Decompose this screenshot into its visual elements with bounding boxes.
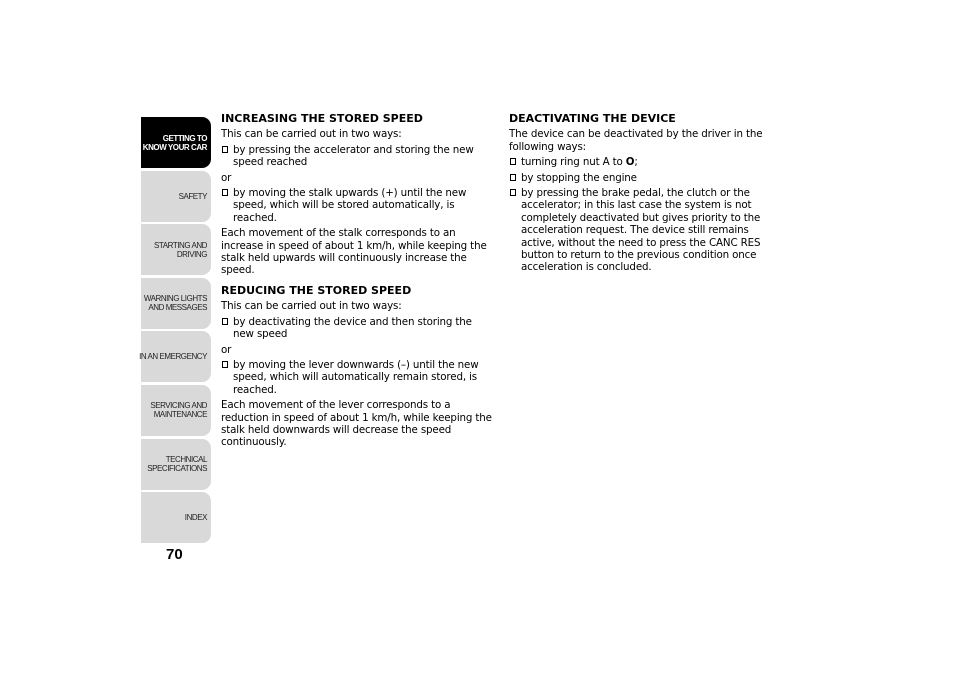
tab-label-line: MAINTENANCE — [153, 410, 207, 420]
paragraph: Each movement of the stalk corresponds to an increase in speed of about 1 km/h, while keeping the stalk held upwards will continuously increase the speed. — [221, 227, 487, 277]
list-item-text-part: ; — [634, 156, 638, 169]
tab-label-line: WARNING LIGHTS — [143, 294, 207, 304]
tab-label-line: TECHNICAL — [165, 455, 207, 465]
list-item — [509, 172, 781, 184]
tab-servicing-and-maintenance[interactable] — [141, 385, 211, 436]
tab-getting-to-know-your-car[interactable] — [141, 117, 211, 168]
section-heading-increasing: INCREASING THE STORED SPEED — [221, 112, 423, 125]
chapter-tabs — [141, 117, 211, 546]
right-column — [509, 113, 781, 277]
tab-label-line: STARTING AND — [154, 240, 207, 250]
tab-warning-lights[interactable] — [141, 278, 211, 329]
tab-label-line: SPECIFICATIONS — [147, 464, 207, 474]
paragraph: The device can be deactivated by the driver in the following ways: — [509, 128, 763, 153]
tab-label-line: KNOW YOUR CAR — [142, 142, 207, 152]
ring-nut-position: O — [625, 156, 635, 169]
tab-starting-and-driving[interactable] — [141, 224, 211, 275]
list-item — [221, 316, 493, 341]
paragraph: or — [221, 171, 232, 184]
list-item-text: by moving the stalk upwards (+) until the new speed, which will be stored automatically, is reached. — [233, 187, 467, 224]
paragraph: This can be carried out in two ways: — [221, 128, 402, 141]
list-item — [509, 187, 781, 274]
tab-safety[interactable] — [141, 171, 211, 222]
tab-label-line: IN AN EMERGENCY — [139, 352, 207, 362]
list-item-text-part: turning ring nut A to — [521, 156, 626, 169]
page-number: 70 — [166, 546, 183, 563]
tab-label-line: DRIVING — [176, 249, 207, 259]
tab-label-line: AND MESSAGES — [148, 303, 207, 313]
section-heading-reducing: REDUCING THE STORED SPEED — [221, 283, 412, 297]
list-item-text: by moving the lever downwards (–) until the new speed, which will automatically remain stored, is reached. — [233, 358, 479, 396]
list-item-text: by pressing the accelerator and storing the new speed reached — [233, 143, 474, 169]
section-heading-deactivating: DEACTIVATING THE DEVICE — [509, 112, 676, 125]
tab-label-line: INDEX — [184, 513, 207, 523]
tab-label-line: GETTING TO — [162, 133, 207, 143]
tab-label-line: SAFETY — [178, 191, 207, 201]
list-item-text — [521, 156, 781, 168]
tab-in-an-emergency[interactable] — [141, 331, 211, 382]
paragraph: This can be carried out in two ways: — [221, 300, 402, 313]
tab-technical-specifications[interactable] — [141, 439, 211, 490]
tab-label-line: SERVICING AND — [150, 401, 207, 411]
paragraph: Each movement of the lever corresponds to a reduction in speed of about 1 km/h, while keeping the stalk held downwards will decrease the speed continuously. — [221, 399, 492, 449]
paragraph: or — [221, 343, 232, 356]
list-item-text: by deactivating the device and then storing the new speed — [233, 315, 472, 341]
list-item — [509, 156, 781, 168]
list-item-text: by stopping the engine — [521, 171, 637, 184]
list-item — [221, 187, 493, 224]
list-item — [221, 144, 493, 169]
list-item-text: by pressing the brake pedal, the clutch or the accelerator; in this last case the system is not completely deactivated but gives priority to the acceleration request. The device still remains active, without the need to press the CANC RES button to return to the previous condition once acceleration is concluded. — [521, 187, 761, 274]
list-item — [221, 359, 493, 396]
left-column — [221, 113, 493, 452]
tab-index[interactable] — [141, 492, 211, 543]
